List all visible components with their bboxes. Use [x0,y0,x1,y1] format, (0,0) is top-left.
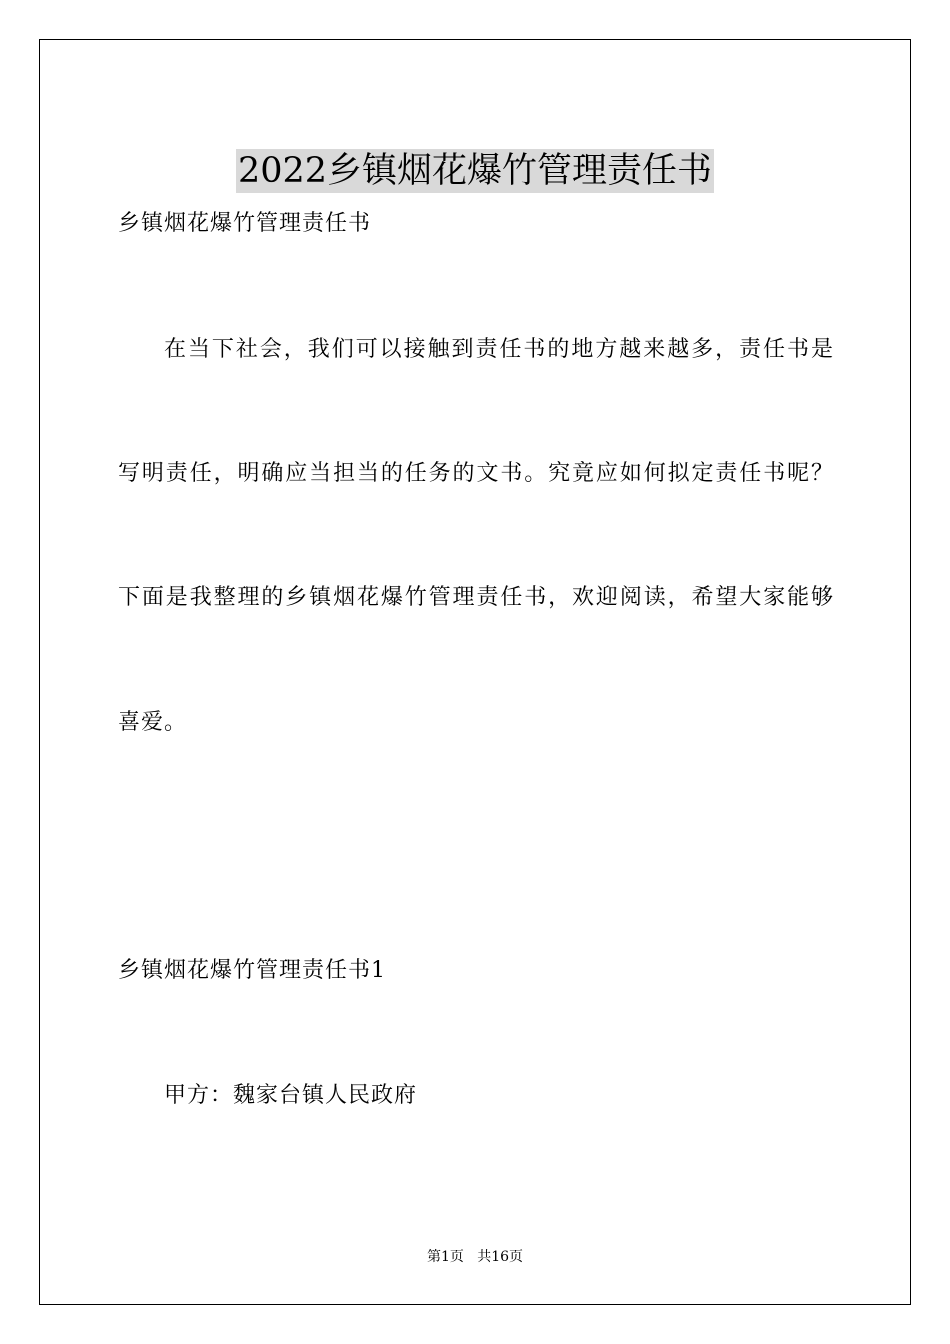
intro-line-4: 喜爱。 [118,710,188,735]
document-title: 2022乡镇烟花爆竹管理责任书 [237,151,713,192]
title-container [0,126,950,217]
party-a-line: 甲方：魏家台镇人民政府 [164,1083,418,1108]
intro-line-1: 在当下社会，我们可以接触到责任书的地方越来越多，责任书是 [164,337,834,362]
intro-line-2: 写明责任，明确应当担当的任务的文书。究竟应如何拟定责任书呢？ [118,461,834,486]
section-heading: 乡镇烟花爆竹管理责任书1 [118,958,386,983]
document-subtitle: 乡镇烟花爆竹管理责任书 [118,211,372,236]
intro-line-3: 下面是我整理的乡镇烟花爆竹管理责任书，欢迎阅读，希望大家能够 [118,585,834,610]
page-footer: 第1页 共16页 [426,1249,524,1265]
